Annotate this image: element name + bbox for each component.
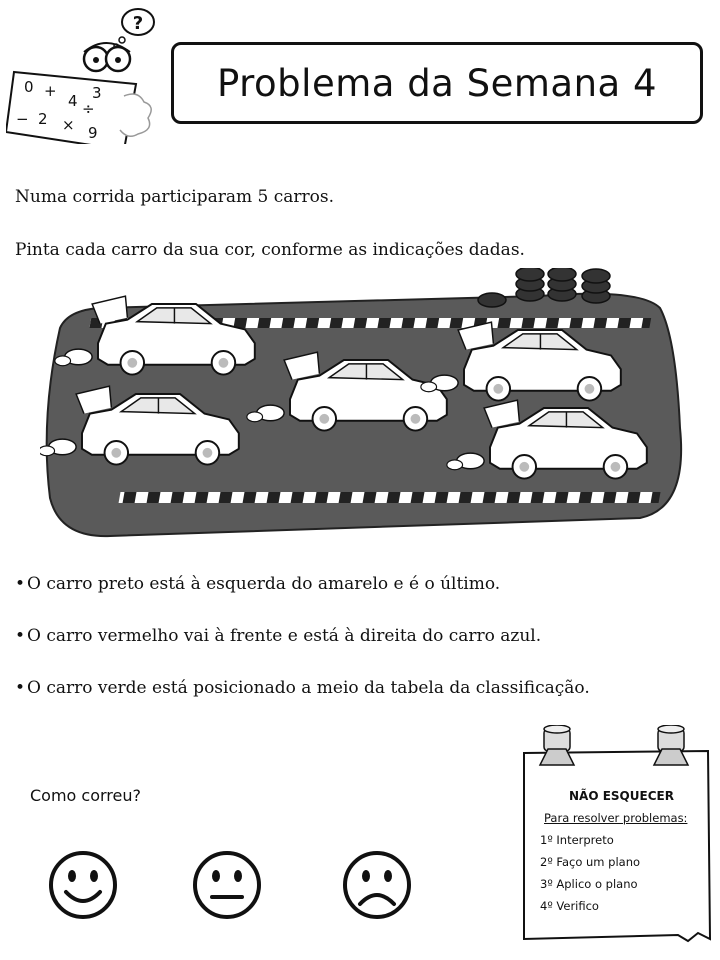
reminder-step-2: 2º Faço um plano [540,855,641,869]
happy-face-icon[interactable] [48,850,118,920]
clue-2: • O carro vermelho vai à frente e está à direita do carro azul. [15,626,542,646]
clue-1: • O carro preto está à esquerda do amarelo e é o último. [15,574,501,594]
svg-text:÷: ÷ [82,100,95,118]
svg-text:0: 0 [24,78,34,96]
reminder-subtitle: Para resolver problemas: [544,811,688,825]
feedback-label: Como correu? [30,786,142,805]
race-cars-illustration [40,268,688,543]
reminder-step-4: 4º Verifico [540,899,599,913]
intro-line-2: Pinta cada carro da sua cor, conforme as indicações dadas. [15,240,525,260]
clue-3: • O carro verde está posicionado a meio da tabela da classificação. [15,678,590,698]
svg-text:9: 9 [88,124,98,142]
sad-face-icon[interactable] [342,850,412,920]
svg-text:4: 4 [68,92,78,110]
neutral-face-icon[interactable] [192,850,262,920]
svg-text:−: − [16,110,29,128]
math-logo-icon [6,4,156,144]
svg-text:×: × [62,116,75,134]
reminder-step-1: 1º Interpreto [540,833,614,847]
svg-text:+: + [44,82,57,100]
pin-icon [654,725,688,765]
reminder-title: NÃO ESQUECER [569,789,674,803]
question-mark: ? [132,13,144,34]
title-box [171,42,703,124]
svg-text:3: 3 [92,84,102,102]
intro-line-1: Numa corrida participaram 5 carros. [15,187,335,207]
reminder-step-3: 3º Aplico o plano [540,877,638,891]
pin-icon [540,725,574,765]
svg-text:2: 2 [38,110,48,128]
page-title: Problema da Semana 4 [216,61,658,105]
